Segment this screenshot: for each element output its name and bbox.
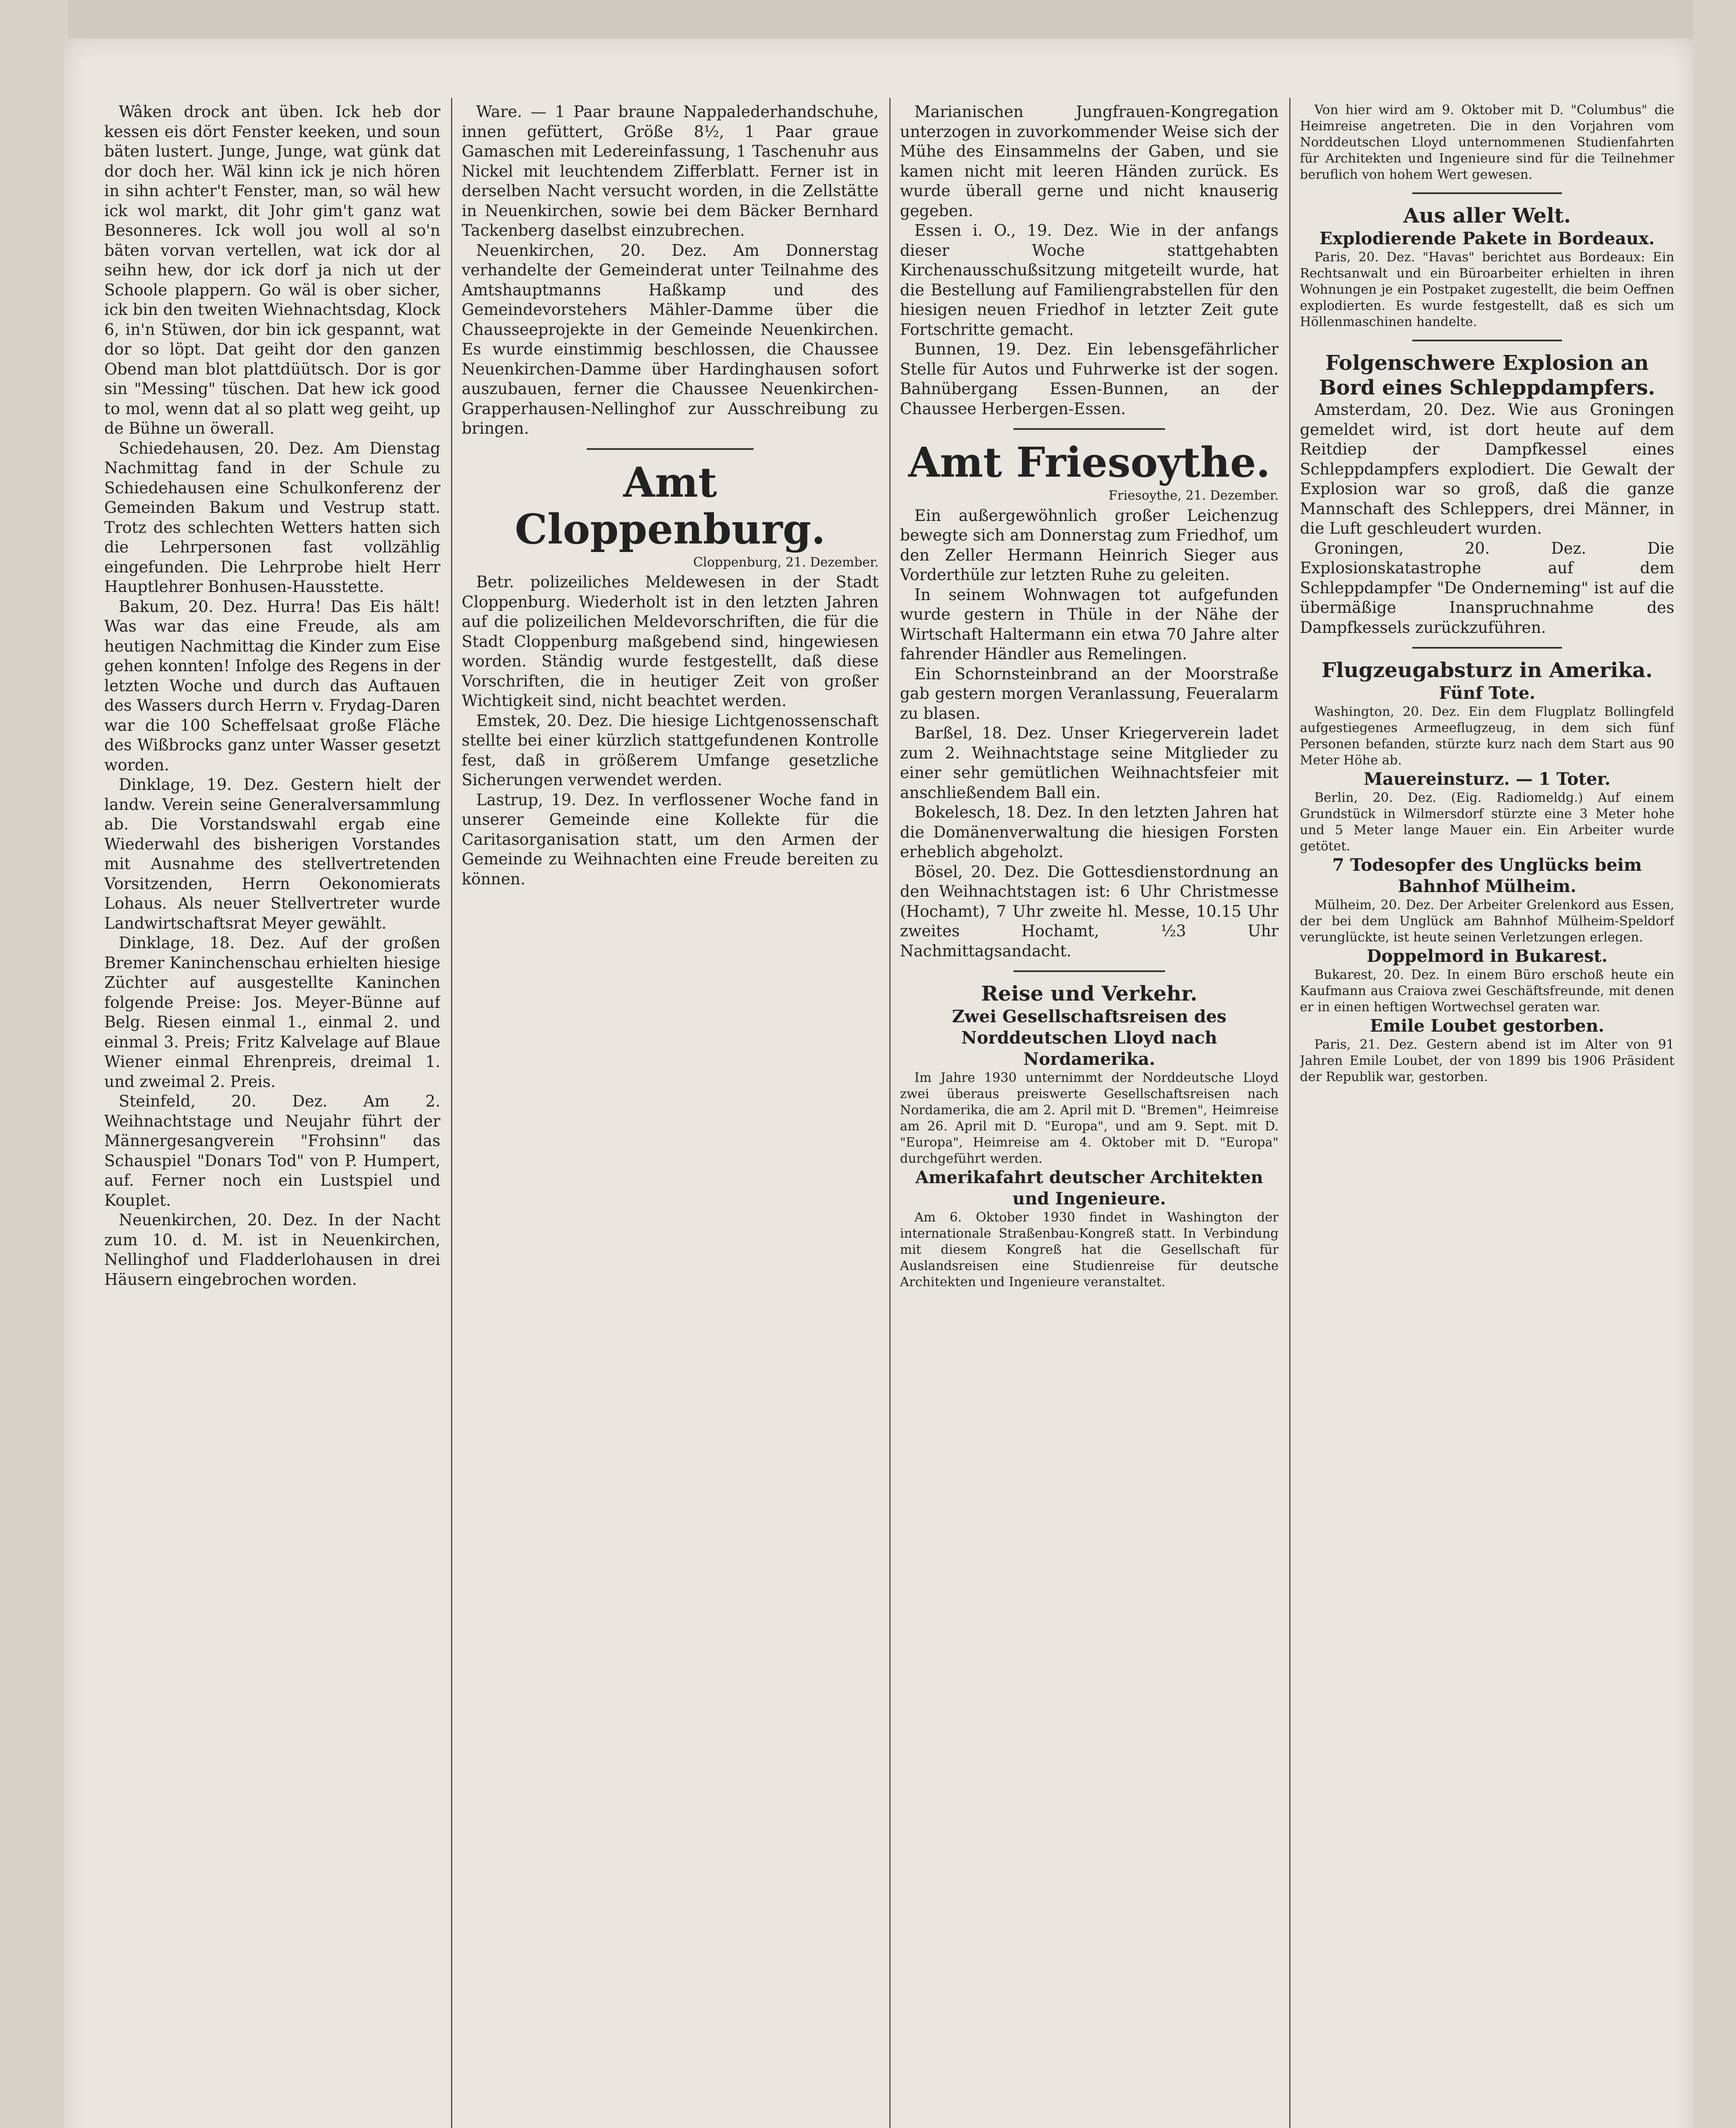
- article-text: Schiedehausen, 20. Dez. Am Dienstag Nachmittag fand in der Schule zu Schiedehausen eine Schulkonferenz der Gemeinden Bakum und Vestrup statt. Trotz des schlechten Wetters hatten sich die Lehrpersonen fast vollzählig eingefunden. Die Lehrprobe hielt Herr Hauptlehrer Bonhusen-Hausstette.: [104, 439, 440, 596]
- article-text: Neuenkirchen, 20. Dez. In der Nacht zum 10. d. M. ist in Neuenkirchen, Nellinghof und Fladderlohausen in drei Häusern eingebrochen worden.: [104, 1211, 440, 1289]
- article-text: Bösel, 20. Dez. Die Gottesdienstordnung an den Weihnachtstagen ist: 6 Uhr Christmesse (Hochamt), 7 Uhr zweite hl. Messe, 10.15 Uhr zweites Hochamt, ½3 Uhr Nachmittagsandacht.: [900, 862, 1279, 960]
- article-text: Ein außergewöhnlich großer Leichenzug bewegte sich am Donnerstag zum Friedhof, um den Zeller Hermann Heinrich Sieger aus Vorderthüle zur letzten Ruhe zu geleiten.: [900, 506, 1279, 584]
- article-subheadline: Fünf Tote.: [1439, 683, 1536, 703]
- left-margin: [0, 0, 68, 2128]
- article-headline: Mauereinsturz. — 1 Toter.: [1363, 769, 1611, 789]
- section-headline: Reise und Verkehr.: [981, 982, 1197, 1006]
- article-text: In seinem Wohnwagen tot aufgefunden wurde gestern in Thüle in der Nähe der Wirtschaft Haltermann ein etwa 70 Jahre alter fahrender Händler aus Remelingen.: [900, 585, 1279, 663]
- article-text: Bukarest, 20. Dez. In einem Büro erschoß heute ein Kaufmann aus Craiova zwei Geschäftsfreunde, mit denen er in einen heftigen Wortwechsel geraten war.: [1300, 967, 1674, 1015]
- article-headline: Emile Loubet gestorben.: [1370, 1016, 1605, 1036]
- article-text: Von hier wird am 9. Oktober mit D. "Columbus" die Heimreise angetreten. Die in den Vorjahren vom Norddeutschen Lloyd unternommenen Studienfahrten für Architekten und Ingenieure sind für die Teilnehmer beruflich von hohem Wert gewesen.: [1300, 103, 1674, 182]
- article-text: Bakum, 20. Dez. Hurra! Das Eis hält! Was war das eine Freude, als am heutigen Nachmittag die Kinder zum Eise gehen konnten! Infolge des Regens in der letzten Woche und durch das Auftauen des Wassers durch Herrn v. Frydag-Daren war die 100 Scheffelsaat große Fläche des Wißbrocks ganz unter Wasser gesetzt worden.: [104, 597, 440, 774]
- article-text: Wâken drock ant üben. Ick heb dor kessen eis dört Fenster keeken, und soun bäten lustert. Junge, Junge, wat günk dat dor doch her. Wäl kinn ick je nich hören in sihn achter't Fenster, man, so wäl hew ick wol markt, dit Johr gim't ganz wat Besonneres. Ick woll jou woll al so'n bäten vorvan vertellen, wat ick dor al seihn hew, dor ick dorf ja nich ut der Schoole plappern. Go wäl is ober sicher, ick bin den tweiten Wiehnachtsdag, Klock 6, in'n Stüwen, dor bin ick gespannt, wat dor so löpt. Dat geiht dor den ganzen Obend man blot plattdüütsch. Dor is gor sin "Messing" tüschen. Dat hew ick good to mol, wenn dat al so platt weg geiht, up de Bühne un öwerall.: [104, 103, 440, 438]
- separator: [1412, 340, 1562, 341]
- article-text: Am 6. Oktober 1930 findet in Washington der internationale Straßenbau-Kongreß statt. In Verbindung mit diesem Kongreß hat die Gesellschaft für Auslandsreisen eine Studienreise für deutsche Architekten und Ingenieure veranstaltet.: [900, 1210, 1279, 1290]
- separator: [1412, 647, 1562, 649]
- separator: [1014, 970, 1165, 972]
- article-headline: Folgenschwere Explosion an Bord eines Schleppdampfers.: [1319, 351, 1655, 400]
- article-text: Mülheim, 20. Dez. Der Arbeiter Grelenkord aus Essen, der bei dem Unglück am Bahnhof Mülheim-Speldorf verunglückte, ist heute seinen Verletzungen erlegen.: [1300, 898, 1674, 945]
- article-headline: Doppelmord in Bukarest.: [1366, 946, 1608, 966]
- right-margin: [1693, 0, 1736, 2128]
- column-rule: [1289, 98, 1291, 2128]
- article-headline: Zwei Gesellschaftsreisen des Norddeutschen Lloyd nach Nordamerika.: [952, 1007, 1227, 1069]
- article-text: Dinklage, 19. Dez. Gestern hielt der landw. Verein seine Generalversammlung ab. Die Vorstandswahl ergab eine Wiederwahl des bisherigen Vorstandes mit Ausnahme des stellvertretenden Vorsitzenden, Herrn Oekonomierats Lohaus. Als neuer Stellvertreter wurde Landwirtschaftsrat Meyer gewählt.: [104, 775, 440, 932]
- article-text: Emstek, 20. Dez. Die hiesige Lichtgenossenschaft stellte bei einer kürzlich stattgefundenen Kontrolle fest, daß in größerem Umfange gesetzliche Sicherungen verwendet werden.: [462, 711, 879, 789]
- column-1: [104, 102, 440, 2128]
- article-text: Im Jahre 1930 unternimmt der Norddeutsche Lloyd zwei überaus preiswerte Gesellschaftsreisen nach Nordamerika, die am 2. April mit D. "Bremen", Heimreise am 26. April mit D. "Europa", und am 9. Sept. mit D. "Europa", Heimreise am 4. Oktober mit D. "Europa" durchgeführt werden.: [900, 1070, 1279, 1166]
- section-title: Amt Friesoythe.: [908, 438, 1271, 486]
- separator: [1412, 192, 1562, 194]
- article-headline: Amerikafahrt deutscher Architekten und Ingenieure.: [915, 1167, 1263, 1209]
- article-text: Essen i. O., 19. Dez. Wie in der anfangs dieser Woche stattgehabten Kirchenausschußsitzung mitgeteilt wurde, hat die Bestellung auf Familiengrabstellen für den hiesigen neuen Friedhof in letzter Zeit gute Fortschritte gemacht.: [900, 221, 1279, 339]
- article-text: Dinklage, 18. Dez. Auf der großen Bremer Kaninchenschau erhielten hiesige Züchter auf ausgestellte Kaninchen folgende Preise: Jos. Meyer-Bünne auf Belg. Riesen einmal 1., einmal 2. und einmal 3. Preis; Fritz Kalvelage auf Blaue Wiener einmal Ehrenpreis, dreimal 1. und zweimal 2. Preis.: [104, 934, 440, 1091]
- article-text: Groningen, 20. Dez. Die Explosionskatastrophe auf dem Schleppdampfer "De Onderneming" ist auf die übermäßige Inanspruchnahme des Dampfkessels zurückzuführen.: [1300, 539, 1674, 637]
- separator: [1014, 428, 1165, 430]
- column-rule: [451, 98, 452, 2128]
- article-headline: Flugzeugabsturz in Amerika.: [1321, 658, 1653, 682]
- column-4: [1300, 102, 1674, 2128]
- article-headline: 7 Todesopfer des Unglücks beim Bahnhof Mülheim.: [1332, 855, 1642, 896]
- article-text: Neuenkirchen, 20. Dez. Am Donnerstag verhandelte der Gemeinderat unter Teilnahme des Amtshauptmanns Haßkamp und des Gemeindevorstehers Mähler-Damme über die Chausseeprojekte in der Gemeinde Neuenkirchen. Es wurde einstimmig beschlossen, die Chaussee Neuenkirchen-Damme über Hardinghausen sofort auszubauen, ferner die Chaussee Neuenkirchen-Grapperhausen-Nellinghof zur Ausschreibung zu bringen.: [462, 241, 879, 438]
- column-rule: [889, 98, 891, 2128]
- article-text: Marianischen Jungfrauen-Kongregation unterzogen in zuvorkommender Weise sich der Mühe des Einsammelns der Gaben, und sie kamen nicht mit leeren Händen zurück. Es wurde überall gerne und nicht knauserig gegeben.: [900, 103, 1279, 220]
- article-text: Amsterdam, 20. Dez. Wie aus Groningen gemeldet wird, ist dort heute auf dem Reitdiep der Dampfkessel eines Schleppdampfers explodiert. Die Gewalt der Explosion war so groß, daß die ganze Mannschaft des Schleppers, drei Männer, in die Luft geschleudert wurden.: [1300, 400, 1674, 538]
- article-text: Betr. polizeiliches Meldewesen in der Stadt Cloppenburg. Wiederholt ist in den letzten Jahren auf die polizeilichen Meldevorschriften, die für die Stadt Cloppenburg maßgebend sind, hingewiesen worden. Ständig wurde festgestellt, daß diese Vorschriften, die in heutiger Zeit von großer Wichtigkeit sind, nicht beachtet werden.: [462, 573, 879, 710]
- article-text: Ware. — 1 Paar braune Nappalederhandschuhe, innen gefüttert, Größe 8½, 1 Paar graue Gamaschen mit Ledereinfassung, 1 Taschenuhr aus Nickel mit leuchtendem Zifferblatt. Ferner ist in derselben Nacht versucht worden, in die Zellstätte in Neuenkirchen, sowie bei dem Bäcker Bernhard Tackenberg daselbst einzubrechen.: [462, 103, 879, 240]
- article-text: Washington, 20. Dez. Ein dem Flugplatz Bollingfeld aufgestiegenes Armeeflugzeug, in dem sich fünf Personen befanden, stürzte kurz nach dem Start aus 90 Meter Höhe ab.: [1300, 704, 1674, 768]
- article-text: Ein Schornsteinbrand an der Moorstraße gab gestern morgen Veranlassung, Feueralarm zu blasen.: [900, 664, 1279, 723]
- article-text: Berlin, 20. Dez. (Eig. Radiomeldg.) Auf einem Grundstück in Wilmersdorf stürzte eine 3 Meter hohe und 5 Meter lange Mauer ein. Ein Arbeiter wurde getötet.: [1300, 790, 1674, 854]
- section-headline: Aus aller Welt.: [1403, 204, 1571, 228]
- article-text: Barßel, 18. Dez. Unser Kriegerverein ladet zum 2. Weihnachtstage seine Mitglieder zu einer sehr gemütlichen Weihnachtsfeier mit anschließendem Ball ein.: [900, 724, 1279, 802]
- column-3: [900, 102, 1279, 2128]
- article-text: Paris, 20. Dez. "Havas" berichtet aus Bordeaux: Ein Rechtsanwalt und ein Büroarbeiter erhielten in ihren Wohnungen je ein Postpaket zugestellt, die beim Oeffnen explodierten. Es wurde festgestellt, daß es sich um Höllenmaschinen handelte.: [1300, 250, 1674, 329]
- column-2: [462, 102, 879, 2128]
- article-headline: Explodierende Pakete in Bordeaux.: [1319, 229, 1655, 249]
- dateline: Cloppenburg, 21. Dezember.: [693, 555, 879, 570]
- article-text: Steinfeld, 20. Dez. Am 2. Weihnachtstage und Neujahr führt der Männergesangverein "Frohsinn" das Schauspiel "Donars Tod" von P. Humpert, auf. Ferner noch ein Lustspiel und Kouplet.: [104, 1092, 440, 1210]
- section-title: Amt Cloppenburg.: [514, 458, 826, 553]
- article-text: Paris, 21. Dez. Gestern abend ist im Alter von 91 Jahren Emile Loubet, der von 1899 bis 1906 Präsident der Republik war, gestorben.: [1300, 1037, 1674, 1084]
- dateline: Friesoythe, 21. Dezember.: [1108, 488, 1279, 503]
- article-text: Bokelesch, 18. Dez. In den letzten Jahren hat die Domänenverwaltung die hiesigen Forsten erheblich abgeholzt.: [900, 803, 1279, 861]
- article-text: Lastrup, 19. Dez. In verflossener Woche fand in unserer Gemeinde eine Kollekte für die Caritasorganisation statt, um den Armen der Gemeinde zu Weihnachten eine Freude bereiten zu können.: [462, 790, 879, 888]
- separator: [587, 448, 754, 450]
- article-text: Bunnen, 19. Dez. Ein lebensgefährlicher Stelle für Autos und Fuhrwerke ist der sogen. Bahnübergang Essen-Bunnen, an der Chaussee Herbergen-Essen.: [900, 340, 1279, 418]
